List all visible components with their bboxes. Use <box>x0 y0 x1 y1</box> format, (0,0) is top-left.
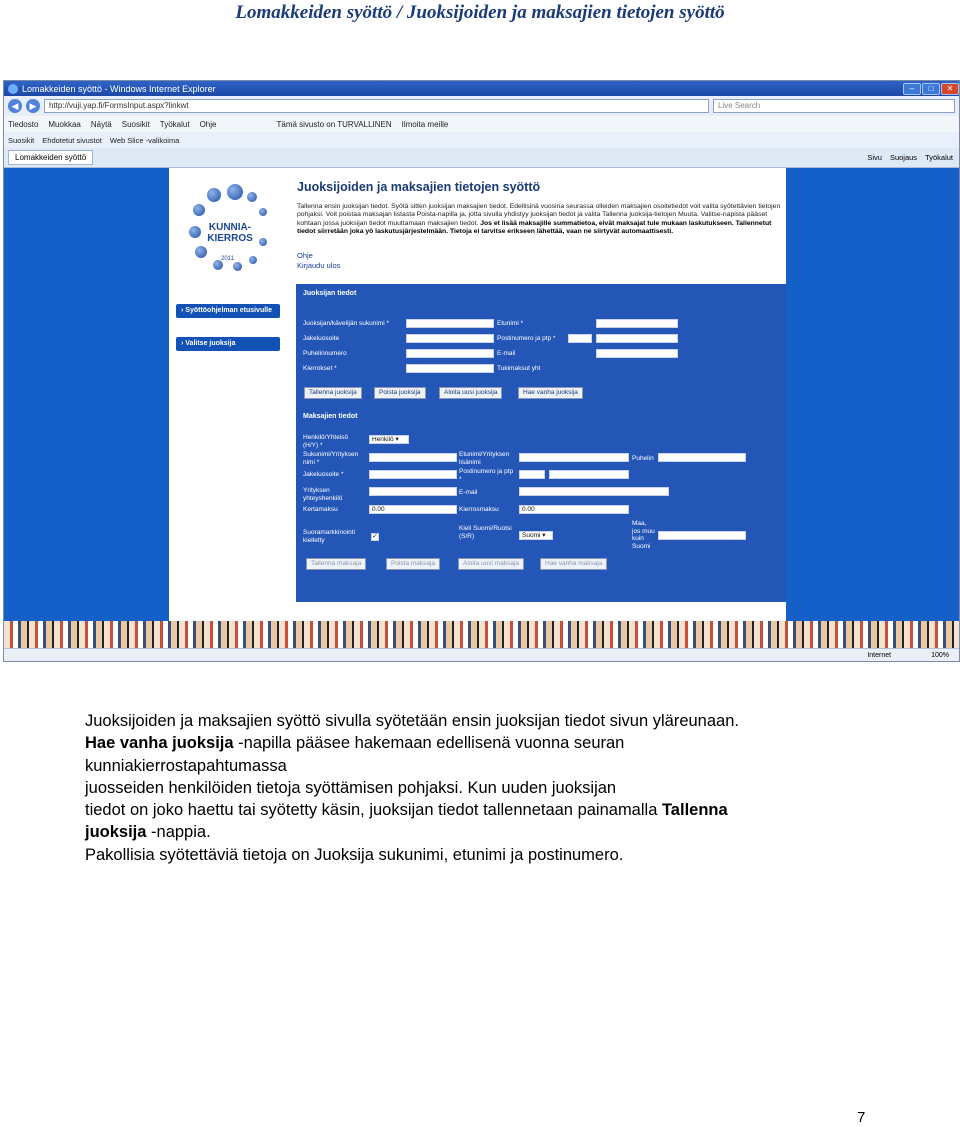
sidebar-item-select-runner[interactable]: › Valitse juoksija <box>176 337 280 351</box>
payer-type-select[interactable]: Henkilö ▾ <box>369 435 409 444</box>
browser-viewport <box>4 168 959 649</box>
payer-postal-label: Postinumero ja ptp * <box>459 468 514 483</box>
language-label: Kieli Suomi/Ruotsi (S/R) <box>459 525 512 540</box>
menu-item-favorites[interactable]: Suosikit <box>121 119 150 129</box>
web-page <box>169 168 786 649</box>
favorites-button[interactable]: Suosikit <box>8 135 35 145</box>
browser-screenshot <box>3 80 960 662</box>
payer-postal-code-input[interactable] <box>519 470 545 479</box>
delete-runner-button[interactable]: Poista juoksija <box>374 387 426 399</box>
ie-icon <box>8 84 18 94</box>
sidebar-item-home[interactable]: › Syöttöohjelman etusivulle <box>176 304 280 318</box>
runner-email-label: E-mail <box>497 350 516 357</box>
tab-bar <box>4 148 959 168</box>
page-number: 7 <box>857 1109 866 1126</box>
payer-address-input[interactable] <box>369 470 457 479</box>
safety-menu[interactable]: Suojaus <box>889 153 918 162</box>
status-bar <box>4 648 959 661</box>
runner-support-total-label: Tukimaksut yht <box>497 365 541 372</box>
paragraph-5: tiedot on joko haettu tai syötetty käsin, juoksijan tiedot tallennetaan painamalla Tallenna <box>85 801 728 820</box>
runner-postal-code-input[interactable] <box>568 334 592 343</box>
document-header: Lomakkeiden syöttö / Juoksijoiden ja maksajien tietojen syöttö <box>235 2 725 23</box>
payer-surname-label: Sukunimi/Yrityksen nimi * <box>303 451 359 466</box>
back-icon[interactable]: ◀ <box>8 99 22 113</box>
window-title: Lomakkeiden syöttö - Windows Internet Explorer <box>22 83 216 94</box>
round-fee-input[interactable]: 0.00 <box>519 505 629 514</box>
runner-laps-input[interactable] <box>406 364 494 373</box>
payer-firstname-input[interactable] <box>519 453 629 462</box>
runner-firstname-label: Etunimi * <box>497 320 524 327</box>
paragraph-3: kunniakierrostapahtumassa <box>85 756 287 775</box>
payer-contact-input[interactable] <box>369 487 457 496</box>
address-input[interactable]: http://vuji.yap.fi/FormsInput.aspx?linkwt <box>44 99 709 113</box>
runner-postal-city-input[interactable] <box>596 334 678 343</box>
payer-firstname-label: Etunimi/Yrityksen lisänimi <box>459 451 510 466</box>
forward-icon[interactable]: ▶ <box>26 99 40 113</box>
lap-fee-input[interactable]: 0.00 <box>369 505 457 514</box>
menu-bar <box>4 116 959 132</box>
kunniakierros-logo <box>187 182 273 272</box>
runner-phone-input[interactable] <box>406 349 494 358</box>
lap-fee-label: Kertamaksu <box>303 506 338 513</box>
payer-phone-input[interactable] <box>658 453 746 462</box>
tab-forms-input[interactable]: Lomakkeiden syöttö <box>8 150 93 165</box>
window-titlebar <box>4 81 959 96</box>
delete-payer-button[interactable]: Poista maksaja <box>386 558 440 570</box>
direct-marketing-checkbox[interactable]: ✓ <box>372 533 378 540</box>
new-payer-button[interactable]: Aloita uusi maksaja <box>458 558 524 570</box>
payer-phone-label: Puhelin <box>632 455 654 462</box>
payer-email-input[interactable] <box>519 487 669 496</box>
runner-surname-input[interactable] <box>406 319 494 328</box>
language-select[interactable]: Suomi ▾ <box>519 531 553 540</box>
fetch-old-runner-button[interactable]: Hae vanha juoksija <box>518 387 583 399</box>
save-runner-button[interactable]: Tallenna juoksija <box>304 387 362 399</box>
security-status[interactable]: Tämä sivusto on TURVALLINEN <box>276 119 392 129</box>
runner-email-input[interactable] <box>596 349 678 358</box>
payer-email-label: E-mail <box>459 489 478 496</box>
maximize-button[interactable]: □ <box>922 83 940 95</box>
minimize-button[interactable]: – <box>903 83 921 95</box>
payer-address-label: Jakeluosoite * <box>303 471 344 478</box>
runner-address-label: Jakeluosoite <box>303 335 340 342</box>
payer-type-label: Henkilö/Yhteisö (H/Y) * <box>303 434 349 449</box>
search-input[interactable]: Live Search <box>713 99 955 113</box>
new-runner-button[interactable]: Aloita uusi juoksija <box>439 387 502 399</box>
menu-item-view[interactable]: Näytä <box>90 119 112 129</box>
report-link[interactable]: Ilmoita meille <box>401 119 449 129</box>
security-zone: Internet <box>867 651 892 659</box>
logout-link[interactable]: Kirjaudu ulos <box>297 261 341 270</box>
paragraph-6: juoksija -nappia. <box>85 823 211 842</box>
web-slice-link[interactable]: Web Slice -valikoima <box>109 135 180 145</box>
country-label: Maa, jos muu kuin Suomi <box>632 520 655 550</box>
runner-postal-label: Postinumero ja ptp * <box>497 335 556 342</box>
suggested-sites-link[interactable]: Ehdotetut sivustot <box>42 135 102 145</box>
menu-item-tools[interactable]: Työkalut <box>159 119 190 129</box>
save-payer-button[interactable]: Tallenna maksaja <box>306 558 366 570</box>
payer-postal-city-input[interactable] <box>549 470 629 479</box>
runner-laps-label: Kierrokset * <box>303 365 337 372</box>
paragraph-1: Juoksijoiden ja maksajien syöttö sivulla syötetään ensin juoksijan tiedot sivun yläreunaan. <box>85 712 739 730</box>
paragraph-2: Hae vanha juoksija -napilla pääsee hakemaan edellisenä vuonna seuran <box>85 734 625 753</box>
paragraph-4: juosseiden henkilöiden tietoja syöttämisen pohjaksi. Kun uuden juoksijan <box>85 778 617 797</box>
paragraph-7: Pakollisia syötettäviä tietoja on Juoksija sukunimi, etunimi ja postinumero. <box>85 845 624 864</box>
menu-item-file[interactable]: Tiedosto <box>8 119 39 129</box>
runners-crowd-banner <box>4 621 959 649</box>
logo-text: KUNNIA- KIERROS <box>207 222 253 244</box>
zoom-level[interactable]: 100% <box>931 651 949 659</box>
page-title: Juoksijoiden ja maksajien tietojen syöttö <box>297 180 541 194</box>
runner-address-input[interactable] <box>406 334 494 343</box>
country-input[interactable] <box>658 531 746 540</box>
menu-item-help[interactable]: Ohje <box>199 119 217 129</box>
body-text <box>85 710 885 866</box>
runner-firstname-input[interactable] <box>596 319 678 328</box>
address-bar-row <box>4 96 959 116</box>
intro-text: Tallenna ensin juoksijan tiedot. Syötä sitten juoksijan maksajien tiedot. Edellisinä vuosina seurassa olleiden maksajien osoitetiedot voit valita syötettävien tietojen pohjaksi. Voit poistaa maksajan listasta Poista-napilla ja, jotta sivulla yhdistyy juoksijan tiedot ja valita Tallenna juoksija-tietojen Muuta. Valitse-napista pääset kohtaan jossa juoksijan tiedot muuttamaan maksajien tiedot. Jos et lisää maksajille summatietoa, eivät maksajat tule mukaan laskutukseen. Tallennetut tiedot siirretään joka yö laskutusjärjestelmään. Tietoja ei tarvitse erikseen lähettää, vaan ne siirtyvät automaattisesti. <box>297 203 781 236</box>
form-panel <box>296 284 786 602</box>
round-fee-label: Kierrosmaksu <box>459 506 499 513</box>
runner-surname-label: Juoksijan/kävelijän sukunimi * <box>303 320 389 327</box>
payer-section-title: Maksajien tiedot <box>303 413 358 420</box>
runner-phone-label: Puhelinnumero <box>303 350 347 357</box>
help-link[interactable]: Ohje <box>297 251 313 260</box>
payer-surname-input[interactable] <box>369 453 457 462</box>
payer-contact-label: Yrityksen yhteyshenkilö <box>303 487 343 502</box>
logo-year: 2011 <box>221 256 234 262</box>
tools-menu[interactable]: Työkalut <box>925 153 953 162</box>
page-menu[interactable]: Sivu <box>867 153 882 162</box>
direct-marketing-label: Suoramarkkinointi kielletty <box>303 529 356 544</box>
menu-item-edit[interactable]: Muokkaa <box>48 119 81 129</box>
close-button[interactable]: ✕ <box>941 83 959 95</box>
runner-section-title: Juoksijan tiedot <box>303 290 357 297</box>
favorites-bar <box>4 132 959 148</box>
fetch-old-payer-button[interactable]: Hae vanha maksaja <box>540 558 607 570</box>
